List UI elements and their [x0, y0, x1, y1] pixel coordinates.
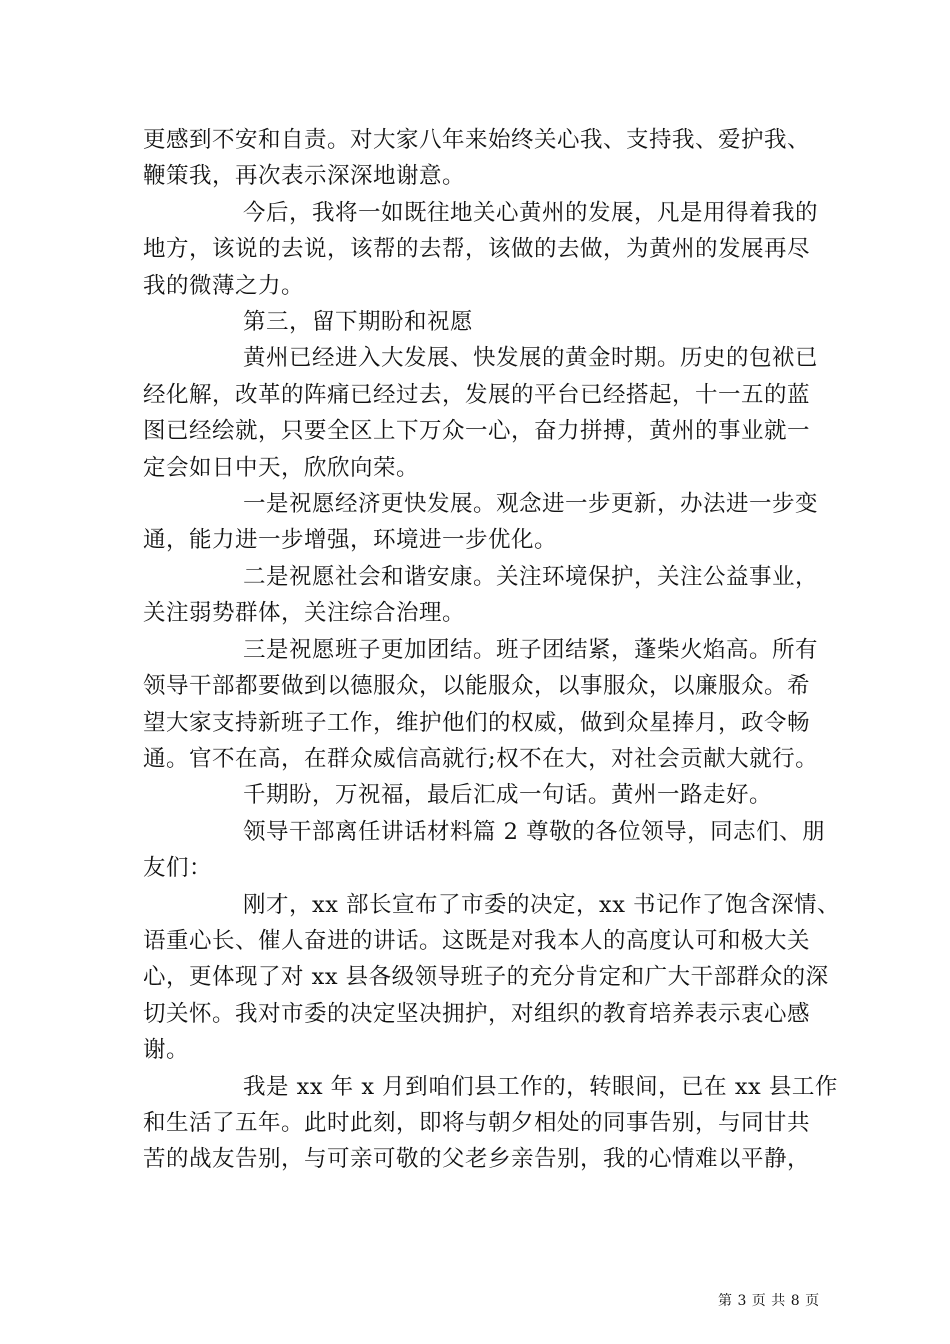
text-line: 我的微薄之力。	[143, 272, 305, 299]
body-paragraph	[143, 887, 841, 1069]
text-line: 鞭策我，再次表示深深地谢意。	[143, 163, 466, 190]
text-line: 更感到不安和自责。对大家八年来始终关心我、支持我、爱护我、	[143, 127, 811, 153]
body-paragraph	[143, 632, 819, 778]
text-line: 切关怀。我对市委的决定坚决拥护，对组织的教育培养表示衷心感	[143, 1000, 811, 1027]
text-line: 图已经绘就，只要全区上下万众一心，奋力拼搏，黄州的事业就一	[143, 418, 811, 445]
text-line: 我是 xx 年 x 月到咱们县工作的，转眼间，已在 xx 县工作	[243, 1073, 838, 1100]
text-line: 通。官不在高，在群众威信高就行;权不在大，对社会贡献大就行。	[143, 745, 819, 772]
body-paragraph	[143, 304, 813, 340]
text-line: 黄州已经进入大发展、快发展的黄金时期。历史的包袱已	[243, 345, 819, 372]
body-paragraph	[143, 814, 826, 887]
body-paragraph	[143, 1069, 838, 1178]
text-line: 通，能力进一步增强，环境进一步优化。	[143, 527, 558, 554]
text-line: 领导干部都要做到以德服众，以能服众，以事服众，以廉服众。希	[143, 673, 811, 700]
text-line: 领导干部离任讲话材料篇 2 尊敬的各位领导，同志们、朋	[243, 818, 826, 845]
body-paragraph	[143, 195, 819, 304]
text-line: 今后，我将一如既往地关心黄州的发展，凡是用得着我的	[243, 199, 819, 226]
text-line: 千期盼，万祝福，最后汇成一句话。黄州一路走好。	[243, 782, 773, 809]
text-line: 心，更体现了对 xx 县各级领导班子的充分肯定和广大干部群众的深	[143, 964, 829, 991]
text-line: 刚才，xx 部长宣布了市委的决定，xx 书记作了饱含深情、	[243, 891, 841, 918]
document-body	[143, 122, 841, 1178]
body-paragraph	[143, 340, 819, 486]
body-paragraph	[143, 559, 819, 632]
text-line: 经化解，改革的阵痛已经过去，发展的平台已经搭起，十一五的蓝	[143, 381, 811, 408]
text-line: 地方，该说的去说，该帮的去帮，该做的去做，为黄州的发展再尽	[143, 236, 811, 263]
text-line: 二是祝愿社会和谐安康。关注环境保护，关注公益事业，	[243, 563, 819, 590]
body-paragraph	[143, 486, 819, 559]
text-line: 友们：	[143, 855, 213, 882]
body-paragraph	[143, 777, 813, 813]
text-line: 关注弱势群体，关注综合治理。	[143, 600, 466, 627]
text-line: 苦的战友告别，与可亲可敬的父老乡亲告别，我的心情难以平静，	[143, 1146, 811, 1173]
text-line: 定会如日中天，欣欣向荣。	[143, 454, 420, 481]
text-line: 第三，留下期盼和祝愿	[243, 309, 474, 336]
text-line: 谢。	[143, 1037, 190, 1064]
text-line: 望大家支持新班子工作，维护他们的权威，做到众星捧月，政令畅	[143, 709, 811, 736]
text-line: 和生活了五年。此时此刻，即将与朝夕相处的同事告别，与同甘共	[143, 1109, 811, 1136]
text-line: 一是祝愿经济更快发展。观念进一步更新，办法进一步变	[243, 491, 819, 518]
text-line: 语重心长、催人奋进的讲话。这既是对我本人的高度认可和极大关	[143, 927, 811, 954]
text-line: 三是祝愿班子更加团结。班子团结紧，蓬柴火焰高。所有	[243, 636, 819, 663]
page-number-footer: 第 3 页 共 8 页	[718, 1293, 820, 1309]
body-paragraph	[143, 122, 813, 195]
